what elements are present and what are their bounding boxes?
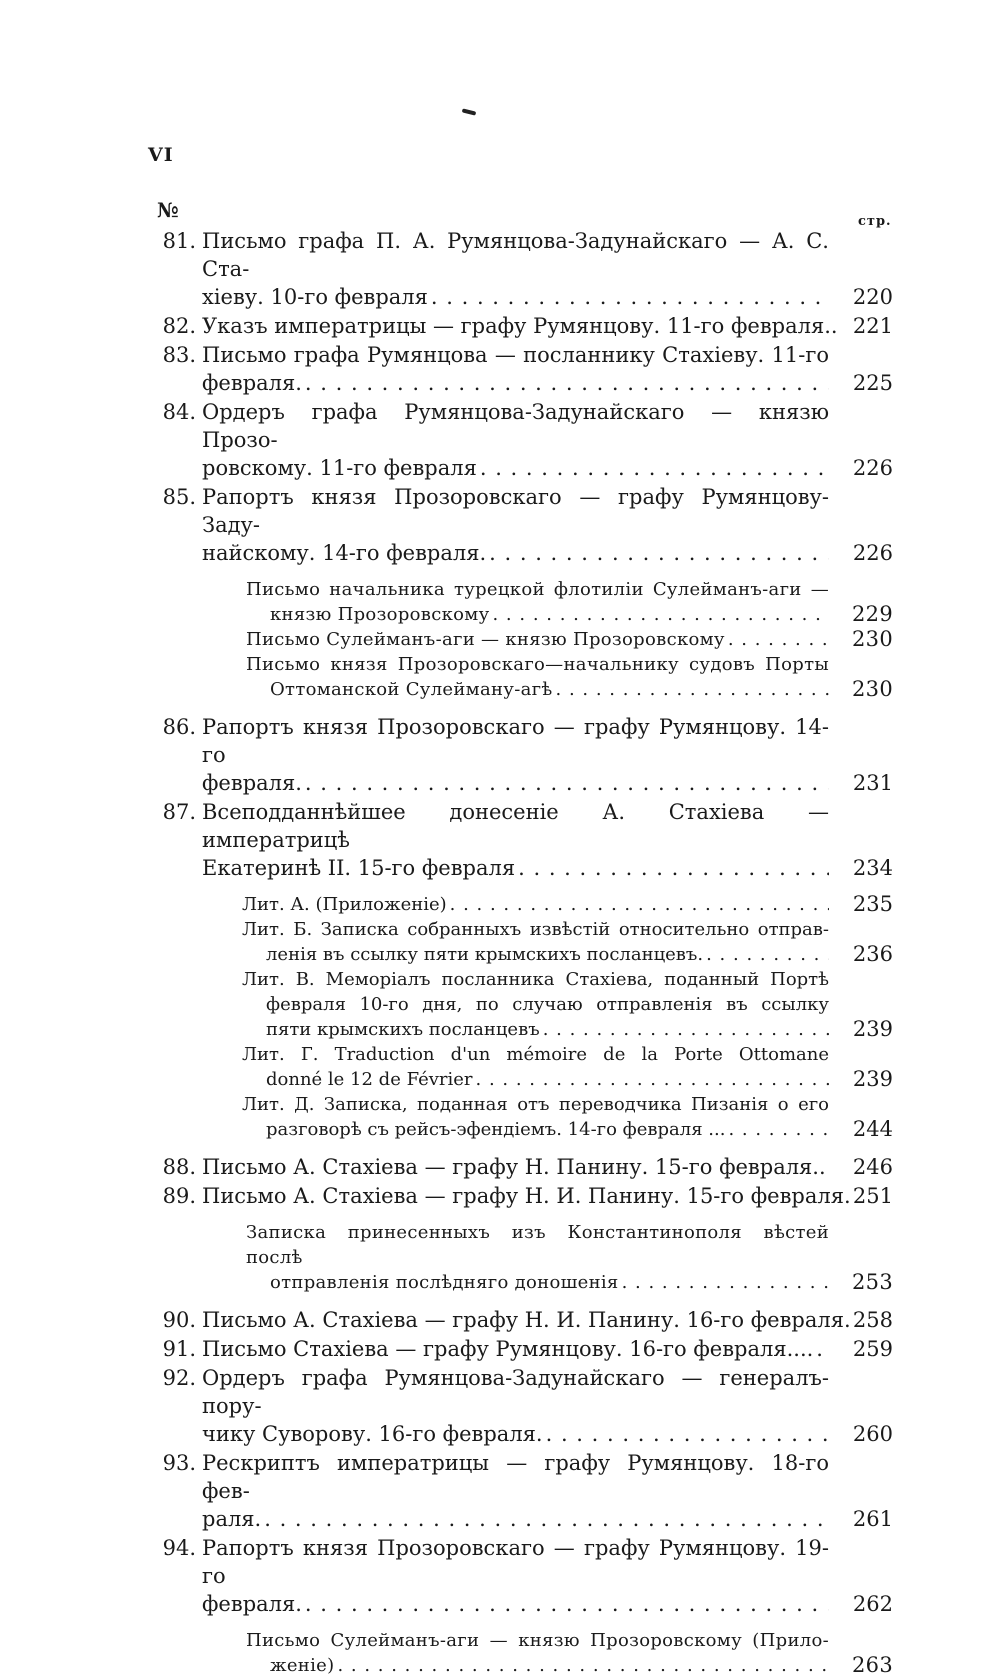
entry-number: 85. <box>150 483 196 511</box>
entry-title-line: Лит. Б. Записка собранныхъ извѣстій относительно отправ- <box>242 917 829 942</box>
entry-title-line: февраля. <box>202 769 302 797</box>
entry-page-number: 221 <box>833 312 893 340</box>
entry-title-line: Всеподданнѣйшее донесеніе А. Стахіева — императрицѣ <box>202 798 829 854</box>
entry-page-number: 220 <box>833 283 893 311</box>
entry-title-line: Письмо А. Стахіева — графу Н. И. Панину. 16-го февраля. <box>202 1306 851 1334</box>
entry-last-line <box>202 1306 829 1334</box>
entry-number: 81. <box>150 227 196 255</box>
entry-title-line: Лит. А. (Приложеніе) <box>242 892 447 917</box>
entry-number: 86. <box>150 713 196 741</box>
entry-last-line <box>202 1590 829 1618</box>
entry-last-line <box>202 283 829 311</box>
dot-leader <box>706 942 829 967</box>
entry-title-line: Лит. В. Меморіалъ посланника Стахіева, поданный Портѣ <box>242 967 829 992</box>
dot-leader <box>305 369 829 397</box>
toc-entry[interactable] <box>150 1153 895 1181</box>
entry-title-line: пяти крымскихъ посланцевъ <box>266 1017 540 1042</box>
dot-leader <box>489 539 829 567</box>
page-folio: VI <box>148 144 174 166</box>
entry-page-number: 259 <box>833 1335 893 1363</box>
entry-last-line <box>246 1653 829 1678</box>
toc-entry[interactable] <box>150 341 895 397</box>
entry-title-line: ровскому. 11-го февраля <box>202 454 477 482</box>
entry-title-line: Письмо начальника турецкой флотилiи Сулейманъ-аги — <box>246 577 829 602</box>
entry-page-number: 262 <box>833 1590 893 1618</box>
entry-page-number: 246 <box>833 1153 893 1181</box>
dot-leader <box>543 1017 829 1042</box>
toc-entry[interactable] <box>150 1364 895 1448</box>
entry-title-line: чику Суворову. 16-го февраля. <box>202 1420 543 1448</box>
entry-title-line: февраля 10-го дня, по случаю отправленія въ ссылку <box>242 992 829 1017</box>
entry-title-line: февраля. <box>202 369 302 397</box>
toc-subentry[interactable] <box>150 1092 895 1142</box>
entry-title-line: Письмо А. Стахіева — графу Н. Панину. 15-го февраля.. <box>202 1153 826 1181</box>
toc-entry[interactable] <box>150 1335 895 1363</box>
entry-page-number: 239 <box>833 1067 893 1092</box>
entry-last-line <box>246 1270 829 1295</box>
entry-last-line <box>242 1067 829 1092</box>
dot-leader <box>728 627 829 652</box>
entry-title-line: Записка принесенныхъ изъ Константинополя вѣстей послѣ <box>246 1220 829 1270</box>
entry-title-line: Рапортъ князя Прозоровскаго — графу Румянцову-Заду- <box>202 483 829 539</box>
entry-last-line <box>202 1505 829 1533</box>
toc-subentry[interactable] <box>150 1628 895 1678</box>
dot-leader <box>546 1420 829 1448</box>
dot-leader <box>816 1335 829 1363</box>
entry-title-line: отправленія послѣдняго доношенія <box>270 1270 619 1295</box>
entry-last-line <box>202 454 829 482</box>
toc-subentry[interactable] <box>150 1042 895 1092</box>
entry-page-number: 229 <box>833 602 893 627</box>
entry-page-number: 230 <box>833 627 893 652</box>
entry-page-number: 235 <box>833 892 893 917</box>
entry-title-line: князю Прозоровскому <box>270 602 489 627</box>
entry-number: 84. <box>150 398 196 426</box>
entry-title-line: найскому. 14-го февраля. <box>202 539 486 567</box>
entry-title-line: Екатеринѣ II. 15-го февраля <box>202 854 515 882</box>
entry-number: 93. <box>150 1449 196 1477</box>
dot-leader <box>305 769 829 797</box>
entry-page-number: 225 <box>833 369 893 397</box>
toc-subentry[interactable] <box>150 577 895 627</box>
dot-leader <box>728 1117 829 1142</box>
entry-page-number: 261 <box>833 1505 893 1533</box>
entry-title-line: хіеву. 10-го февраля <box>202 283 428 311</box>
entry-page-number: 244 <box>833 1117 893 1142</box>
entry-last-line <box>202 1153 829 1181</box>
column-header-page: стр. <box>858 214 892 229</box>
entry-last-line <box>202 312 829 340</box>
dot-leader <box>264 1505 829 1533</box>
entry-page-number: 226 <box>833 539 893 567</box>
toc-entry[interactable] <box>150 798 895 882</box>
entry-last-line <box>202 1182 829 1210</box>
dot-leader <box>556 677 830 702</box>
entry-title-line: donné le 12 de Février <box>266 1067 473 1092</box>
entry-title-line: Лит. Д. Записка, поданная отъ переводчика Пизанія о его <box>242 1092 829 1117</box>
toc-entry[interactable] <box>150 713 895 797</box>
entry-last-line <box>246 677 829 702</box>
entry-title-line: Письмо Сулейманъ-аги — князю Прозоровскому <box>246 627 725 652</box>
entry-last-line <box>242 892 829 917</box>
entry-title-line: женіе) <box>270 1653 334 1678</box>
entry-page-number: 226 <box>833 454 893 482</box>
toc-entry[interactable] <box>150 1306 895 1334</box>
entry-number: 90. <box>150 1306 196 1334</box>
table-of-contents <box>150 226 895 1678</box>
entry-page-number: 251 <box>833 1182 893 1210</box>
dot-leader <box>305 1590 829 1618</box>
entry-last-line <box>202 1335 829 1363</box>
toc-subentry[interactable] <box>150 967 895 1042</box>
entry-title-line: февраля. <box>202 1590 302 1618</box>
toc-subentry[interactable] <box>150 1220 895 1295</box>
printers-mark <box>462 108 477 115</box>
entry-number: 94. <box>150 1534 196 1562</box>
entry-title-line: Ордеръ графа Румянцова-Задунайскаго — генералъ-пору- <box>202 1364 829 1420</box>
dot-leader <box>622 1270 829 1295</box>
dot-leader <box>492 602 829 627</box>
entry-title-line: Ордеръ графа Румянцова-Задунайскаго — князю Прозо- <box>202 398 829 454</box>
dot-leader <box>480 454 829 482</box>
entry-title-line: Оттоманской Сулейману-агѣ <box>270 677 553 702</box>
entry-title-line: Письмо Сулейманъ-аги — князю Прозоровскому (Прило- <box>246 1628 829 1653</box>
entry-page-number: 230 <box>833 677 893 702</box>
entry-title-line: Письмо князя Прозоровскаго—начальнику судовъ Порты <box>246 652 829 677</box>
entry-title-line: Письмо А. Стахіева — графу Н. И. Панину. 15-го февраля. <box>202 1182 851 1210</box>
dot-leader <box>518 854 829 882</box>
entry-last-line <box>202 769 829 797</box>
dot-leader <box>431 283 829 311</box>
entry-last-line <box>242 942 829 967</box>
entry-page-number: 253 <box>833 1270 893 1295</box>
entry-last-line <box>242 1017 829 1042</box>
entry-number: 89. <box>150 1182 196 1210</box>
entry-number: 82. <box>150 312 196 340</box>
toc-subentry[interactable] <box>150 892 895 917</box>
toc-entry[interactable] <box>150 483 895 567</box>
dot-leader <box>337 1653 829 1678</box>
column-header-number: № <box>157 198 179 222</box>
entry-last-line <box>242 1117 829 1142</box>
toc-entry[interactable] <box>150 1534 895 1618</box>
entry-title-line: ленія въ ссылку пяти крымскихъ посланцевъ. <box>266 942 703 967</box>
entry-number: 92. <box>150 1364 196 1392</box>
entry-page-number: 236 <box>833 942 893 967</box>
entry-title-line: раля. <box>202 1505 261 1533</box>
entry-last-line <box>202 1420 829 1448</box>
entry-page-number: 231 <box>833 769 893 797</box>
toc-entry[interactable] <box>150 312 895 340</box>
entry-page-number: 239 <box>833 1017 893 1042</box>
entry-number: 88. <box>150 1153 196 1181</box>
dot-leader <box>450 892 829 917</box>
entry-page-number: 258 <box>833 1306 893 1334</box>
toc-entry[interactable] <box>150 227 895 311</box>
entry-last-line <box>202 539 829 567</box>
entry-last-line <box>246 627 829 652</box>
entry-page-number: 263 <box>833 1653 893 1678</box>
entry-page-number: 234 <box>833 854 893 882</box>
toc-subentry[interactable] <box>150 652 895 702</box>
toc-subentry[interactable] <box>150 917 895 967</box>
entry-page-number: 260 <box>833 1420 893 1448</box>
entry-last-line <box>246 602 829 627</box>
entry-title-line: Письмо Стахіева — графу Румянцову. 16-го февраля.... <box>202 1335 813 1363</box>
entry-last-line <box>202 369 829 397</box>
toc-subentry[interactable] <box>150 627 895 652</box>
entry-title-line: разговорѣ съ рейсъ-эфендіемъ. 14-го февраля ... <box>266 1117 725 1142</box>
toc-entry[interactable] <box>150 1182 895 1210</box>
entry-title-line: Письмо графа П. А. Румянцова-Задунайскаго — А. С. Ста- <box>202 227 829 283</box>
entry-title-line: Рапортъ князя Прозоровскаго — графу Румянцову. 19-го <box>202 1534 829 1590</box>
entry-title-line: Указъ императрицы — графу Румянцову. 11-го февраля.. <box>202 312 838 340</box>
entry-title-line: Рескриптъ императрицы — графу Румянцову. 18-го фев- <box>202 1449 829 1505</box>
toc-entry[interactable] <box>150 398 895 482</box>
entry-title-line: Письмо графа Румянцова — посланнику Стахіеву. 11-го <box>202 341 829 369</box>
entry-number: 91. <box>150 1335 196 1363</box>
toc-entry[interactable] <box>150 1449 895 1533</box>
entry-title-line: Рапортъ князя Прозоровскаго — графу Румянцову. 14-го <box>202 713 829 769</box>
entry-last-line <box>202 854 829 882</box>
entry-title-line: Лит. Г. Traduction d'un mémoire de la Porte Ottomane <box>242 1042 829 1067</box>
entry-number: 83. <box>150 341 196 369</box>
dot-leader <box>476 1067 829 1092</box>
entry-number: 87. <box>150 798 196 826</box>
